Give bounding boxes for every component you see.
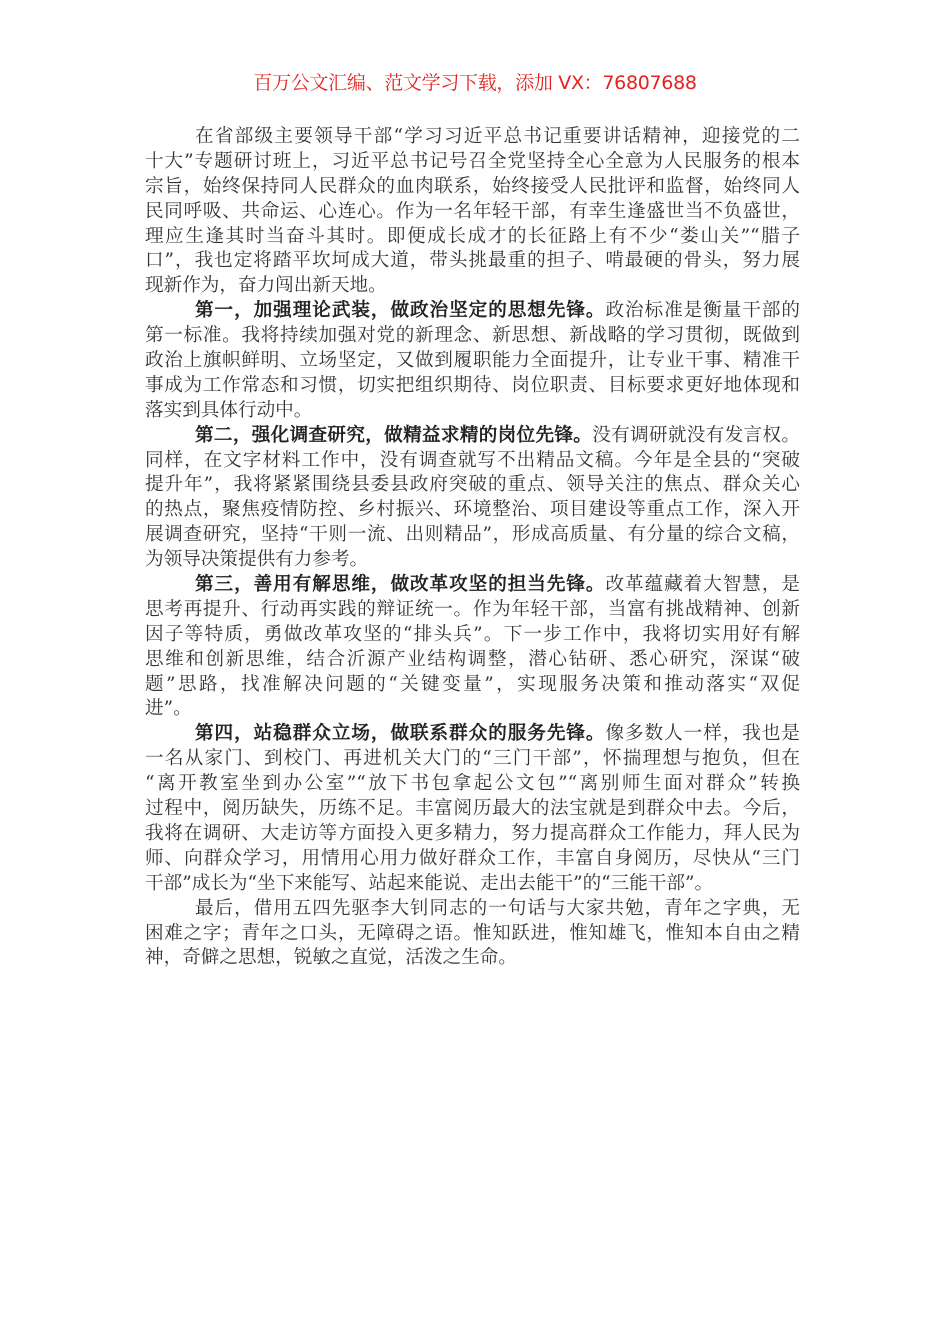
line-text: 在省部级主要领导干部“学习习近平总书记重要讲话精神，迎接党的二 <box>195 126 800 147</box>
text-line <box>145 324 800 349</box>
text-line <box>145 473 800 498</box>
paragraph <box>145 125 800 299</box>
text-line <box>145 897 800 922</box>
text-line <box>145 150 800 175</box>
line-text: 师、向群众学习，用情用心用力做好群众工作，丰富自身阅历，尽快从“三门 <box>145 847 800 869</box>
paragraph <box>145 722 800 896</box>
text-line <box>145 175 800 200</box>
text-line <box>145 946 800 971</box>
section-heading: 第四，站稳群众立场，做联系群众的服务先锋。 <box>195 723 606 745</box>
paragraph <box>145 299 800 423</box>
watermark-banner: 百万公文汇编、范文学习下载，添加 VX：76807688 <box>253 72 697 94</box>
text-line <box>145 249 800 274</box>
text-line <box>145 225 800 250</box>
line-text: 思考再提升、行动再实践的辩证统一。作为年轻干部，当富有挑战精神、创新 <box>145 598 800 620</box>
line-text: 过程中，阅历缺失，历练不足。丰富阅历最大的法宝就是到群众中去。今后， <box>145 798 800 820</box>
paragraph <box>145 424 800 573</box>
text-line <box>145 299 800 324</box>
text-line <box>145 772 800 797</box>
line-text: 的热点，聚焦疫情防控、乡村振兴、环境整治、项目建设等重点工作，深入开 <box>145 499 800 521</box>
text-line <box>145 648 800 673</box>
line-text: 改革蕴藏着大智慧，是 <box>605 574 800 596</box>
text-line <box>145 548 800 573</box>
line-text: 同样，在文字材料工作中，没有调查就写不出精品文稿。今年是全县的“突破 <box>145 449 800 471</box>
text-line <box>145 573 800 598</box>
section-heading: 第三，善用有解思维，做改革攻坚的担当先锋。 <box>195 574 606 596</box>
text-line <box>145 125 800 150</box>
text-line <box>145 697 800 722</box>
text-line <box>145 274 800 299</box>
line-text: 没有调研就没有发言权。 <box>592 424 800 446</box>
line-text: 宗旨，始终保持同人民群众的血肉联系，始终接受人民批评和监督，始终同人 <box>145 175 800 197</box>
line-text: 进”。 <box>145 698 192 720</box>
line-text: 困难之字；青年之口头，无障碍之语。惟知跃进，惟知雄飞，惟知本自由之精 <box>145 922 800 944</box>
line-text: 口”，我也定将踏平坎坷成大道，带头挑最重的担子、啃最硬的骨头，努力展 <box>145 250 800 272</box>
text-line <box>145 349 800 374</box>
text-line <box>145 673 800 698</box>
line-text: 一名从家门、到校门、再进机关大门的“三门干部”，怀揣理想与抱负，但在 <box>145 748 800 770</box>
text-line <box>145 424 800 449</box>
text-line <box>145 523 800 548</box>
text-line <box>145 623 800 648</box>
line-text: “离开教室坐到办公室”“放下书包拿起公文包”“离别师生面对群众”转换 <box>145 773 800 795</box>
text-line <box>145 922 800 947</box>
line-text: 第一标准。我将持续加强对党的新理念、新思想、新战略的学习贯彻，既做到 <box>145 325 800 347</box>
line-text: 民同呼吸、共命运、心连心。作为一名年轻干部，有幸生逢盛世当不负盛世， <box>145 200 800 222</box>
section-heading: 第一，加强理论武装，做政治坚定的思想先锋。 <box>195 300 606 322</box>
section-heading: 第二，强化调查研究，做精益求精的岗位先锋。 <box>195 424 593 446</box>
text-line <box>145 598 800 623</box>
text-line <box>145 797 800 822</box>
line-text: 为领导决策提供有力参考。 <box>145 549 369 571</box>
line-text: 干部”成长为“坐下来能写、站起来能说、走出去能干”的“三能干部”。 <box>145 872 714 894</box>
line-text: 展调查研究，坚持“干则一流、出则精品”，形成高质量、有分量的综合文稿， <box>145 524 800 546</box>
line-text: 我将在调研、大走访等方面投入更多精力，努力提高群众工作能力，拜人民为 <box>145 822 800 844</box>
line-text: 现新作为，奋力闯出新天地。 <box>145 275 387 297</box>
line-text: 神，奇僻之思想，锐敏之直觉，活泼之生命。 <box>145 947 517 969</box>
line-text: 思维和创新思维，结合沂源产业结构调整，潜心钻研、悉心研究，深谋“破 <box>145 648 800 670</box>
text-line <box>145 399 800 424</box>
line-text: 十大”专题研讨班上，习近平总书记号召全党坚持全心全意为人民服务的根本 <box>145 150 800 172</box>
text-line <box>145 747 800 772</box>
line-text: 因子等特质，勇做改革攻坚的“排头兵”。下一步工作中，我将切实用好有解 <box>145 623 800 645</box>
paragraph <box>145 897 800 972</box>
line-text: 最后，借用五四先驱李大钊同志的一句话与大家共勉，青年之字典，无 <box>195 897 800 919</box>
text-line <box>145 498 800 523</box>
line-text: 政治标准是衡量干部的 <box>605 300 800 322</box>
line-text: 题”思路，找准解决问题的“关键变量”，实现服务决策和推动落实“双促 <box>145 673 800 695</box>
line-text: 落实到具体行动中。 <box>145 399 313 421</box>
text-line <box>145 872 800 897</box>
text-line <box>145 200 800 225</box>
line-text: 政治上旗帜鲜明、立场坚定，又做到履职能力全面提升，让专业干事、精准干 <box>145 350 800 372</box>
line-text: 事成为工作常态和习惯，切实把组织期待、岗位职责、目标要求更好地体现和 <box>145 374 800 396</box>
text-line <box>145 847 800 872</box>
line-text: 理应生逢其时当奋斗其时。即便成长成才的长征路上有不少“娄山关”“腊子 <box>145 225 800 247</box>
document-body <box>145 125 800 971</box>
text-line <box>145 722 800 747</box>
text-line <box>145 449 800 474</box>
paragraph <box>145 573 800 722</box>
text-line <box>145 374 800 399</box>
line-text: 像多数人一样，我也是 <box>605 723 800 745</box>
line-text: 提升年”，我将紧紧围绕县委县政府突破的重点、领导关注的焦点、群众关心 <box>145 474 800 496</box>
text-line <box>145 822 800 847</box>
